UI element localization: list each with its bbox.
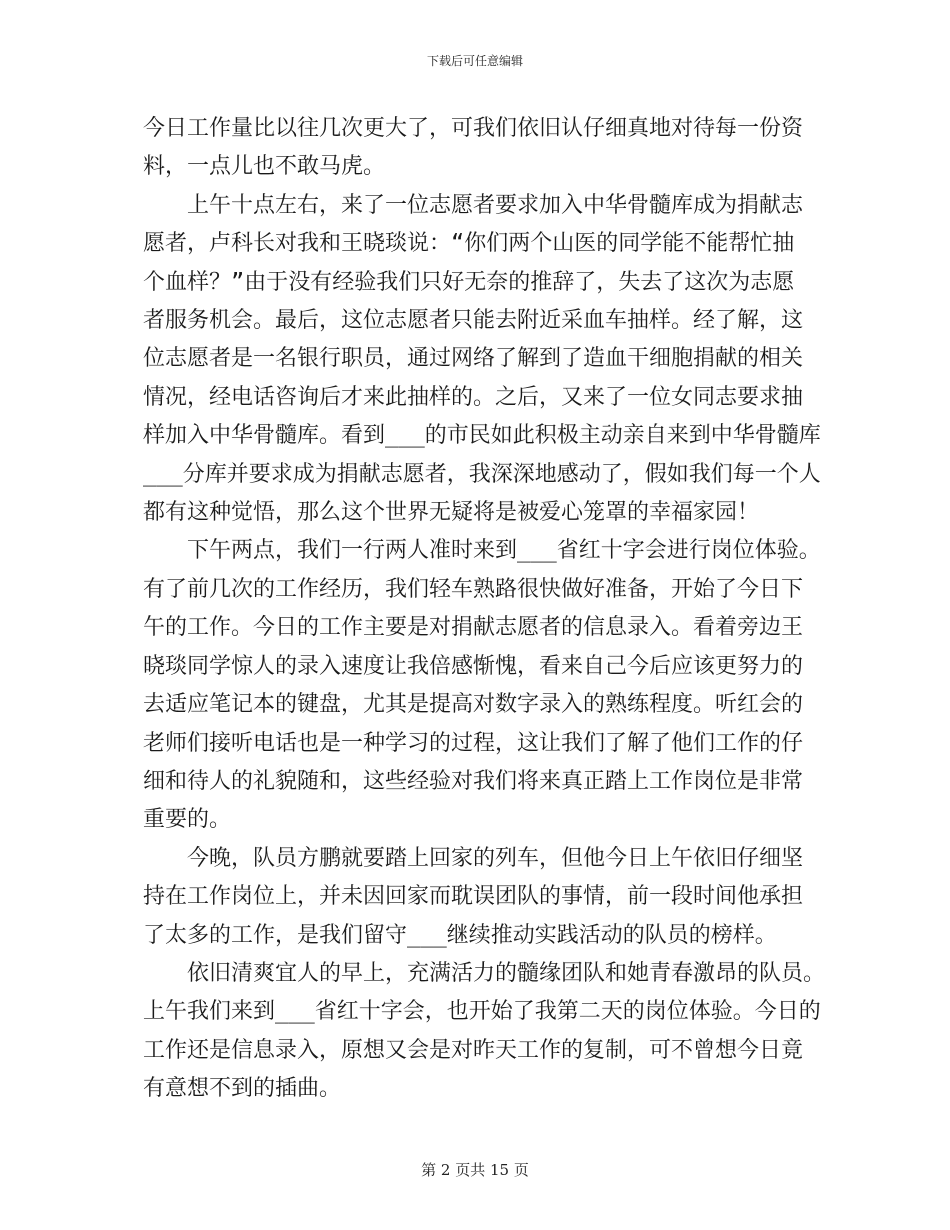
text-line: 者服务机会。最后，这位志愿者只能去附近采血车抽样。经了解，这 bbox=[143, 308, 804, 334]
paragraph bbox=[143, 955, 826, 1109]
page-header: 下载后可任意编辑 bbox=[426, 54, 523, 68]
paragraph bbox=[143, 110, 823, 187]
text-line: 了太多的工作，是我们留守___继续推动实践活动的队员的榜样。 bbox=[143, 922, 777, 948]
text-line: 位志愿者是一名银行职员，通过网络了解到了造血干细胞捐献的相关 bbox=[143, 346, 804, 372]
text-line: 去适应笔记本的键盘，尤其是提高对数字录入的熟练程度。听红会的 bbox=[143, 692, 804, 718]
text-line: 料，一点儿也不敢马虎。 bbox=[143, 154, 386, 180]
text-line: 下午两点，我们一行两人准时来到___省红十字会进行岗位体验。 bbox=[143, 538, 821, 564]
text-line: 细和待人的礼貌随和，这些经验对我们将来真正踏上工作岗位是非常 bbox=[143, 768, 804, 794]
text-line: 上午我们来到___省红十字会，也开始了我第二天的岗位体验。今日的 bbox=[143, 999, 821, 1025]
text-line: 都有这种觉悟，那么这个世界无疑将是被爱心笼罩的幸福家园！ bbox=[143, 500, 760, 526]
text-line: 午的工作。今日的工作主要是对捐献志愿者的信息录入。看着旁边王 bbox=[143, 615, 804, 641]
text-line: 持在工作岗位上，并未因回家而耽误团队的事情，前一段时间他承担 bbox=[143, 884, 804, 910]
text-line: 有了前几次的工作经历，我们轻车熟路很快做好准备，开始了今日下 bbox=[143, 576, 804, 602]
text-line: ___分库并要求成为捐献志愿者，我深深地感动了，假如我们每一个人 bbox=[143, 461, 821, 487]
text-line: 老师们接听电话也是一种学习的过程，这让我们了解了他们工作的仔 bbox=[143, 730, 804, 756]
body-text bbox=[143, 110, 826, 1109]
text-line: 情况，经电话咨询后才来此抽样的。之后，又来了一位女同志要求抽 bbox=[143, 384, 804, 410]
paragraph bbox=[143, 187, 823, 533]
text-line: 上午十点左右，来了一位志愿者要求加入中华骨髓库成为捐献志 bbox=[143, 192, 804, 218]
text-line: 个血样？”由于没有经验我们只好无奈的推辞了，失去了这次为志愿 bbox=[143, 269, 795, 295]
paragraph bbox=[143, 532, 823, 839]
text-line: 工作还是信息录入，原想又会是对昨天工作的复制，可不曾想今日竟 bbox=[143, 1037, 804, 1063]
text-line: 依旧清爽宜人的早上，充满活力的髓缘团队和她青春激昂的队员。 bbox=[143, 960, 826, 986]
text-line: 今日工作量比以往几次更大了，可我们依旧认仔细真地对待每一份资 bbox=[143, 116, 804, 141]
text-line: 重要的。 bbox=[143, 807, 232, 833]
page-footer: 第 2 页共 15 页 bbox=[421, 1161, 529, 1179]
text-line: 愿者，卢科长对我和王晓琰说：“你们两个山医的同学能不能帮忙抽 bbox=[143, 231, 795, 257]
text-line: 晓琰同学惊人的录入速度让我倍感惭愧，看来自己今后应该更努力的 bbox=[143, 653, 804, 679]
text-line: 有意想不到的插曲。 bbox=[143, 1076, 342, 1102]
paragraph bbox=[143, 840, 823, 955]
text-line: 今晚，队员方鹏就要踏上回家的列车，但他今日上午依旧仔细坚 bbox=[143, 845, 804, 871]
text-line: 样加入中华骨髓库。看到___的市民如此积极主动亲自来到中华骨髓库 bbox=[143, 423, 821, 449]
